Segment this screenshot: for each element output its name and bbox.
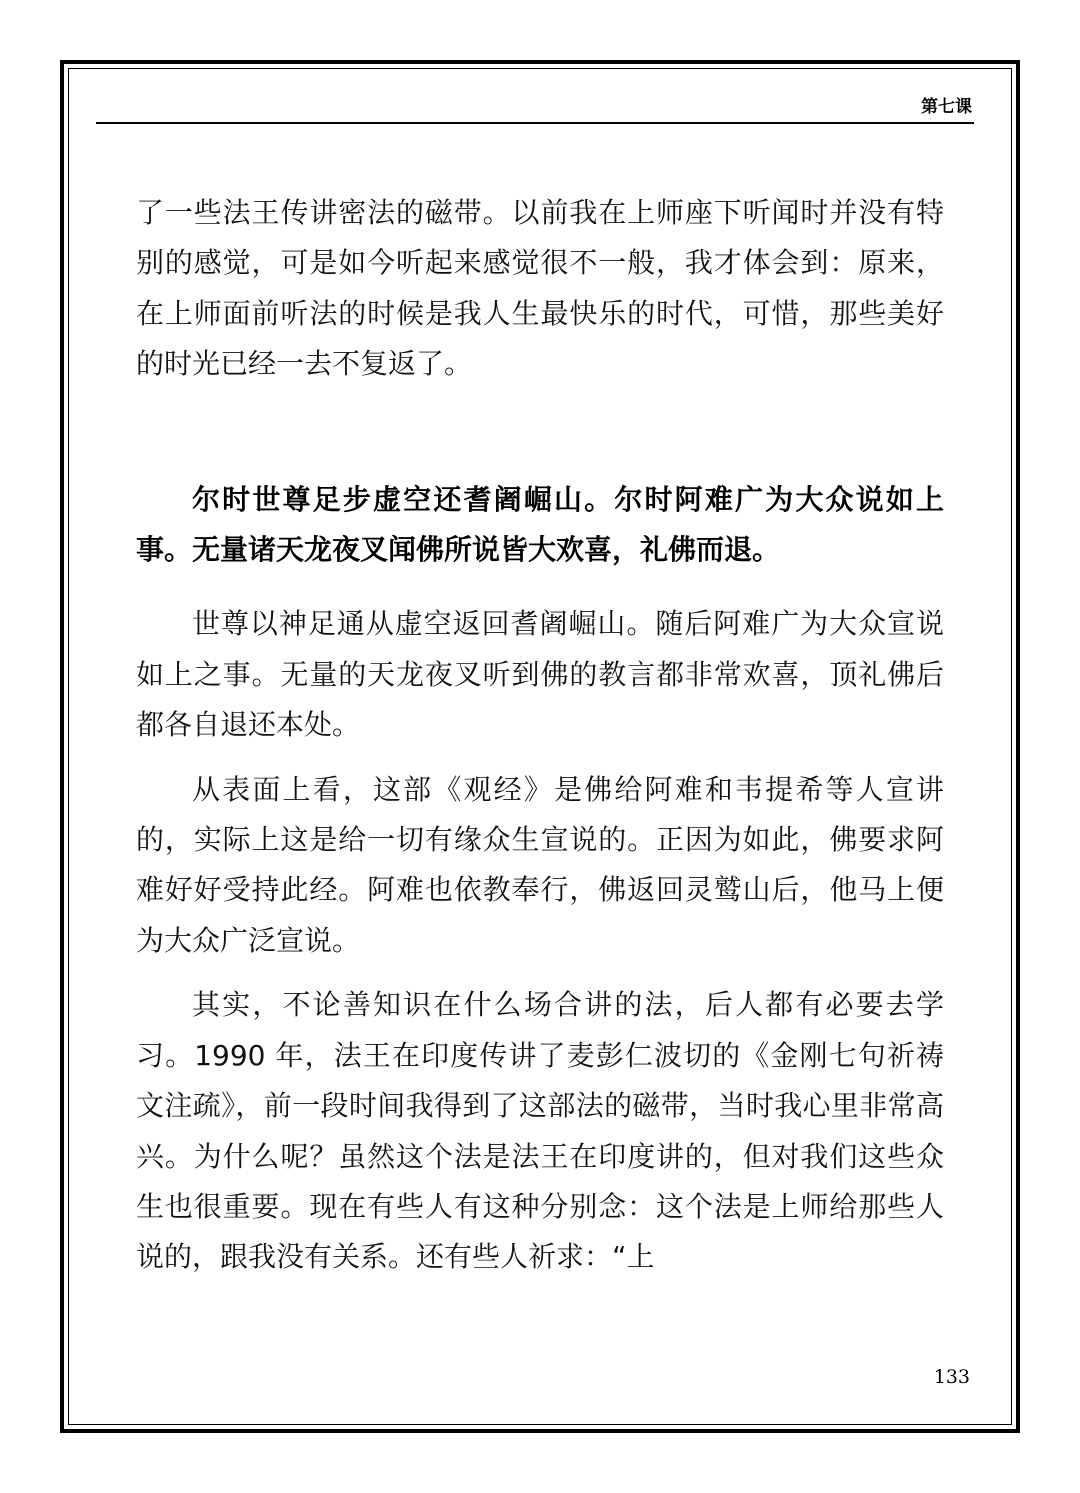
page-body xyxy=(136,188,944,1297)
running-header xyxy=(96,88,974,124)
chapter-title: 第七课 xyxy=(921,97,972,117)
commentary-paragraph: 从表面上看，这部《观经》是佛给阿难和韦提希等人宣讲的，实际上这是给一切有缘众生宣说的。正因为如此，佛要求阿难好好受持此经。阿难也依教奉行，佛返回灵鹫山后，他马上便为大众广泛宣说。 xyxy=(136,772,944,957)
page-number: 133 xyxy=(933,1366,970,1388)
commentary-paragraph: 世尊以神足通从虚空返回耆阇崛山。随后阿难广为大众宣说如上之事。无量的天龙夜叉听到佛的教言都非常欢喜，顶礼佛后都各自退还本处。 xyxy=(136,607,944,742)
sutra-quote: 尔时世尊足步虚空还耆阇崛山。尔时阿难广为大众说如上事。无量诸天龙夜叉闻佛所说皆大欢喜，礼佛而退。 xyxy=(136,482,944,567)
commentary-paragraph: 其实，不论善知识在什么场合讲的法，后人都有必要去学习。1990 年，法王在印度传讲了麦彭仁波切的《金刚七句祈祷文注疏》，前一段时间我得到了这部法的磁带，当时我心里非常高兴。为什么呢？虽然这个法是法王在印度讲的，但对我们这些众生也很重要。现在有些人有这种分别念：这个法是上师给那些人说的，跟我没有关系。还有些人祈求：“上 xyxy=(136,988,944,1274)
continued-paragraph: 了一些法王传讲密法的磁带。以前我在上师座下听闻时并没有特别的感觉，可是如今听起来感觉很不一般，我才体会到：原来，在上师面前听法的时候是我人生最快乐的时代，可惜，那些美好的时光已经一去不复返了。 xyxy=(136,196,944,381)
